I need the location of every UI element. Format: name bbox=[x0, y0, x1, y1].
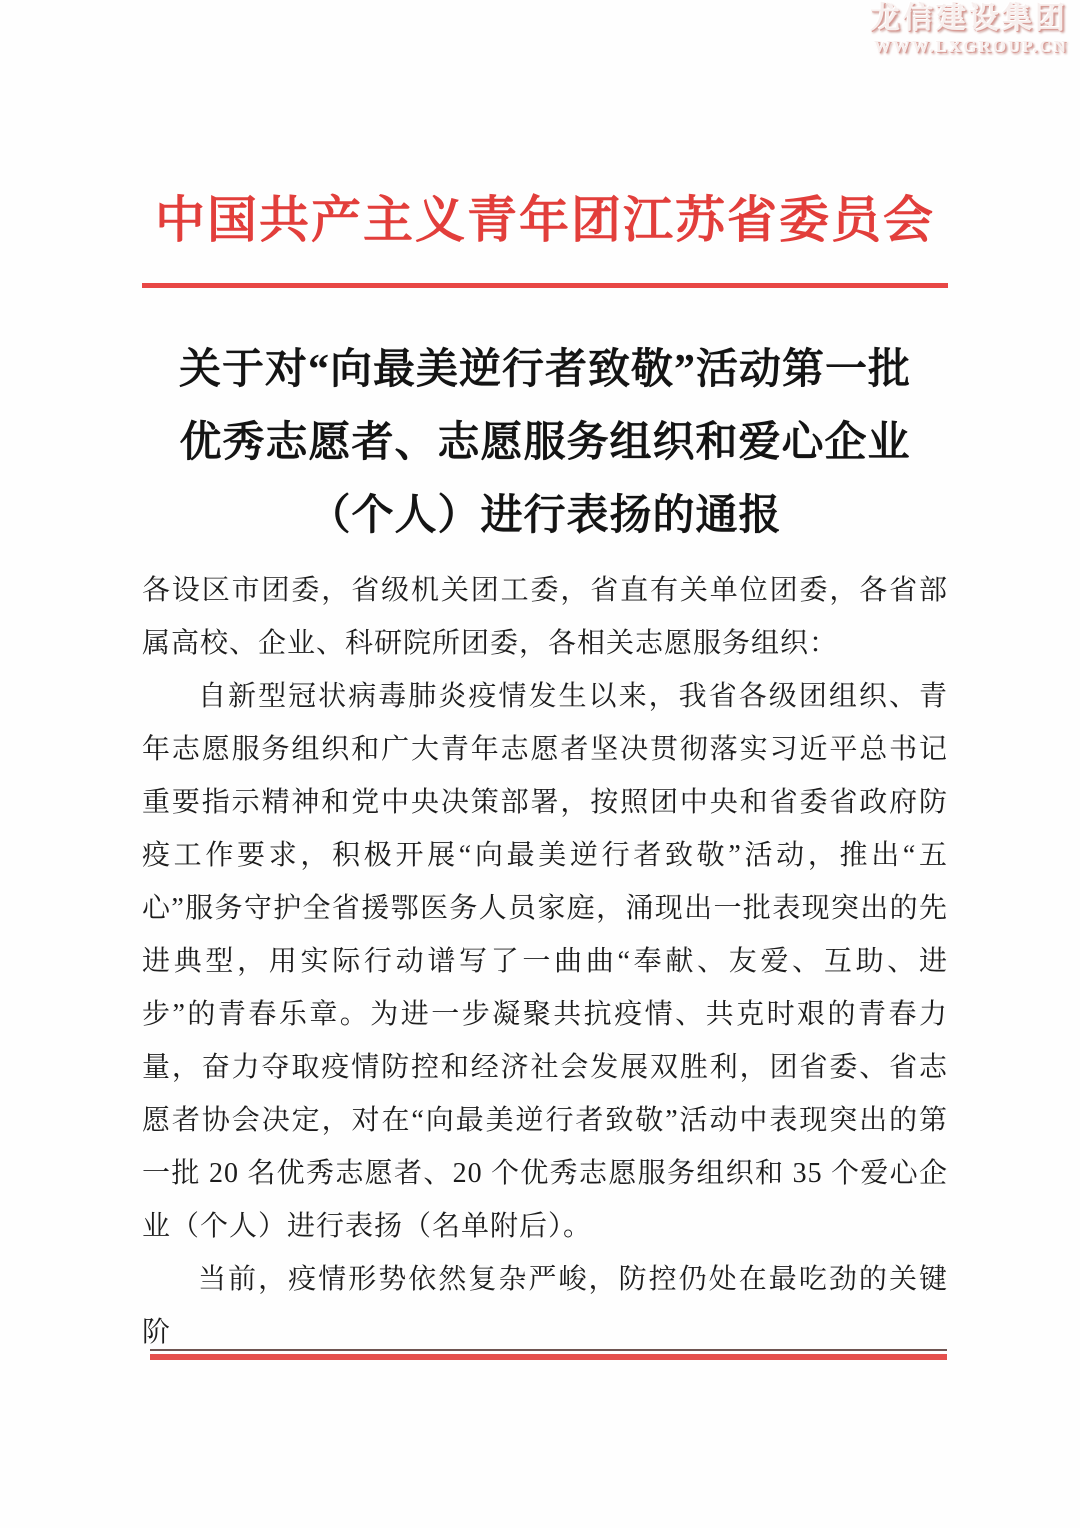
document-body bbox=[142, 564, 948, 1359]
corner-watermark bbox=[870, 2, 1068, 56]
main-paragraph: 自新型冠状病毒肺炎疫情发生以来，我省各级团组织、青年志愿服务组织和广大青年志愿者坚决贯彻落实习近平总书记重要指示精神和党中央决策部署，按照团中央和省委省政府防疫工作要求，积极开展“向最美逆行者致敬”活动，推出“五心”服务守护全省援鄂医务人员家庭，涌现出一批表现突出的先进典型，用实际行动谱写了一曲曲“奉献、友爱、互助、进步”的青春乐章。为进一步凝聚共抗疫情、共克时艰的青春力量，奋力夺取疫情防控和经济社会发展双胜利，团省委、省志愿者协会决定，对在“向最美逆行者致敬”活动中表现突出的第一批 20 名优秀志愿者、20 个优秀志愿服务组织和 35 个爱心企业（个人）进行表扬（名单附后）。 bbox=[142, 681, 948, 1242]
letterhead-red-rule bbox=[142, 283, 948, 288]
document-title bbox=[142, 334, 948, 553]
closing-paragraph: 当前，疫情形势依然复杂严峻，防控仍处在最吃劲的关键阶 bbox=[142, 1264, 948, 1348]
watermark-company-name: 龙信建设集团 bbox=[870, 2, 1068, 35]
salutation-paragraph: 各设区市团委，省级机关团工委，省直有关单位团委，各省部属高校、企业、科研院所团委，各相关志愿服务组织： bbox=[142, 575, 948, 659]
document-title-line-3: （个人）进行表扬的通报 bbox=[308, 493, 782, 539]
watermark-website-url: WWW.LXGROUP.CN bbox=[874, 36, 1068, 56]
footer-rule-thick-line bbox=[150, 1354, 947, 1360]
document-title-line-2: 优秀志愿者、志愿服务组织和爱心企业 bbox=[179, 420, 911, 466]
footer-double-rule bbox=[150, 1349, 947, 1360]
letterhead-issuer-title: 中国共产主义青年团江苏省委员会 bbox=[155, 192, 935, 248]
document-title-line-1: 关于对“向最美逆行者致敬”活动第一批 bbox=[178, 347, 911, 393]
